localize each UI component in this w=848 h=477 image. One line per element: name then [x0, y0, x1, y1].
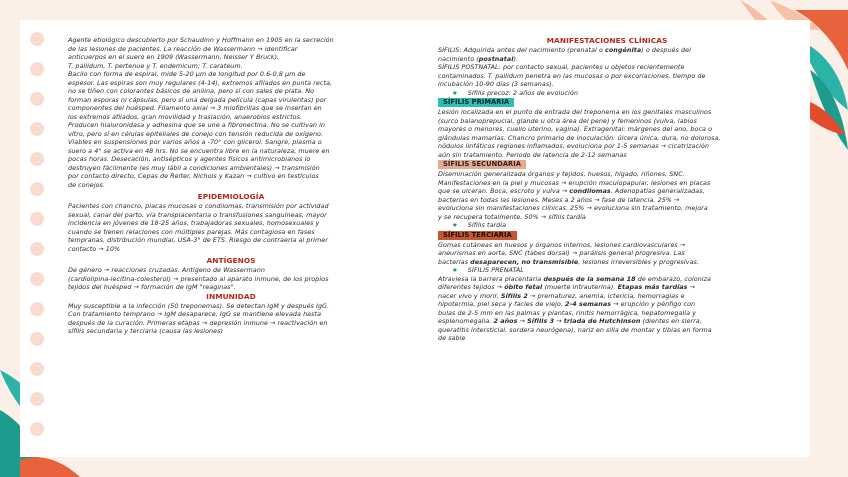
- right-column: MANIFESTACIONES CLÍNICAS SÍFILIS: Adquirida antes del nacimiento (prenatal o congénita) o después del nacimiento (postnatal). SÍFILIS POSTNATAL: por contacto sexual, pacientes u objetos recientemente contaminados. T. pallidum penetra en las mucosas o por excoriaciones, tiempo de incubación 10-90 días (3 semanas). ★ Sífilis precoz: 2 años de evolución SÍFILIS PRIMARIA Lesión localizada en el punto de entrada del treponema en los genitales masculinos (surco balanoprepucial, glande u otra área del pene) y femeninos (vulva, labios mayores o menores, cuello uterino, vagina). Extragenital: márgenes del ano, boca o glándulas mamarias. Chancro primario de inoculación: úlcera única, dura, no dolorosa, nódulos linfáticos regiones inflamados, evoluciona por 1-5 semanas → cicatrización aún sin tratamiento. Periodo de latencia de 2-12 semanas SÍFILIS SECUNDARIA Diseminación generalizada órganos y tejidos, huesos, hígado, riñones, SNC. Manifestaciones en la piel y mucosas → erupción maculopapular, lesiones en placas que se ulceran. Boca, escroto y vulva → condilomas. Adenopatías generalizadas, bacterias en todas las lesiones. Meses a 2 años → fase de latencia. 25% → evoluciona sin manifestaciones clínicas. 25% → evoluciona sin tratamiento, mejora y se recupera totalmente. 50% → sífilis tardía ★ Sífilis tardía SÍFILIS TERCIARIA Gomas cutáneas en huesos y órganos internos, lesiones cardiovasculares → aneurismas en aorta, SNC (tabes dorsal) → parálisis general progresiva. Las bacterias desaparecen, no transmisible, lesiones irreversibles y progresivas. ★ SÍFILIS PRENATAL Atraviesa la barrera placentaria después de la semana 18 de embarazo, coloniza diferentes tejidos → óbito fetal (muerte intrauterina). Etapas más tardías → nacer vivo y morir, Sífilis 2 → prematurez, anemia, ictericia, hemorragias e hipotermia, piel seca y facies de viejo. 2-4 semanas → erupción y pénfigo con bulas de 2-5 mm en las palmas y plantas, rinitis hemorrágica, hepatomegalia y esplenomegalia. 2 años → Sífilis 3 → triada de Hutchinson (dientes en sierra, queratitis intersticial, sordera neurógena), nariz en silla de montar y tibias en forma de sable: [438, 36, 776, 343]
- precoz-bullet: ★ Sífilis precoz: 2 años de evolución: [452, 88, 578, 97]
- binder-ring: [30, 332, 44, 346]
- binder-ring: [30, 152, 44, 166]
- star-icon: ★: [452, 221, 458, 229]
- heading-sifilis-secundaria: SÍFILIS SECUNDARIA: [438, 160, 526, 169]
- congenita-line: SÍFILIS: Adquirida antes del nacimiento (prenatal o congénita) o después del: [438, 46, 691, 54]
- tardia-bullet: ★ Sífilis tardía: [452, 221, 507, 229]
- binder-ring: [30, 422, 44, 436]
- congenita-line-2: nacimiento (postnatal).: [438, 54, 519, 63]
- binder-ring: [30, 212, 44, 226]
- binder-ring: [30, 92, 44, 106]
- star-icon: ★: [452, 266, 458, 274]
- inmunidad-paragraph: Muy susceptible a la infección (50 treponemas). Se detectan IgM y después IgG. Con tratamiento temprano → IgM desaparece, IgG se mantiene elevada hasta después de la curación. Primeras etapas → depresión inmune → reactivación en sífilis secundaria y terciaria (causa las lesiones): [68, 301, 330, 335]
- heading-sifilis-terciaria: SÍFILIS TERCIARIA: [438, 231, 517, 240]
- binder-ring: [30, 242, 44, 256]
- binder-ring: [30, 392, 44, 406]
- binder-ring: [30, 182, 44, 196]
- prenatal-bullet: ★ SÍFILIS PRENATAL: [452, 266, 524, 274]
- binder-ring: [30, 302, 44, 316]
- section-title-manifestaciones: MANIFESTACIONES CLÍNICAS: [546, 36, 668, 45]
- left-column: [68, 36, 394, 336]
- binder-ring: [30, 362, 44, 376]
- section-title-epidemiologia: EPIDEMIOLOGÍA: [197, 192, 265, 201]
- star-icon: ★: [452, 88, 458, 97]
- epidemiologia-paragraph: Pacientes con chancro, placas mucosas o condilomas, transmisión por actividad sexual, canal del parto, vía transplacentaria o transfusiones sanguíneas, mayor incidencia en jóvenes de 18-25 años, trabajadoras sexuales, homosexuales y cuando se tienen relaciones con múltiples parejas. Más contagiosa en fases tempranas, distribución mundial, USA-3° de ETS. Riesgo de contraerla al primer contacto → 10%: [68, 202, 329, 253]
- binder-ring: [30, 272, 44, 286]
- binder-ring: [30, 32, 44, 46]
- binder-ring: [30, 62, 44, 76]
- section-title-antigenos: ANTÍGENOS: [206, 256, 256, 265]
- heading-sifilis-primaria: SÍFILIS PRIMARIA: [438, 98, 514, 107]
- section-title-inmunidad: INMUNIDAD: [206, 291, 256, 301]
- binder-ring: [30, 122, 44, 136]
- intro-paragraph: Agente etiológico descubierto por Schaudinn y Hoffmann en 1905 en la secreción de las lesiones de pacientes. La reacción de Wassermann → identificar anticuerpos en el suero en 1909 (Wassermann, Neisser Y Bruck). T. pallidum, T. pertenue y T. endemicum; T. carateum. Bacilo con forma de espiral, mide 5-20 µm de longitud por 0.6-0.8 µm de espesor. Las espiras son muy regulares (4-14), extremos afilados en punta recta, no se tiñen con colorantes básicos de anilina, pero sí con sales de plata. No forman esporas ni cápsulas, pero sí una delgada película (capas virulentas) por componentes del huésped. Filamento axial → 3 miofibrillas que se insertan en los extremos afilados, gran movilidad y traslación, anaerobios estrictos. Producen hialuronidasa y adhesina que se une a fibronectina. No se cultivan in vitro, pero sí en células epiteliales de conejo con tensión reducida de oxígeno. Viables en suspensiones por varios años a -70° con glicerol. Sangre, plasma o suero a 4° se activa en 48 hrs. No se encuentra libre en la naturaleza, muere en pocas horas. Desecación, antisépticos y agentes físicos antimicrobianos lo destruyen fácilmente (es muy lábil a condiciones ambientales) → transmisión por contacto directo. Cepas de Reiter, Nichols y Kazan → cultivo en testículos de conejos.: [68, 36, 334, 189]
- antigenos-paragraph: De género → reacciones cruzadas. Antígeno de Wassermann (cardiolipina-lecitina-colesterol) → presentado al aparato inmune, de los propios tejidos del huésped → formación de IgM "reaginas".: [68, 266, 329, 291]
